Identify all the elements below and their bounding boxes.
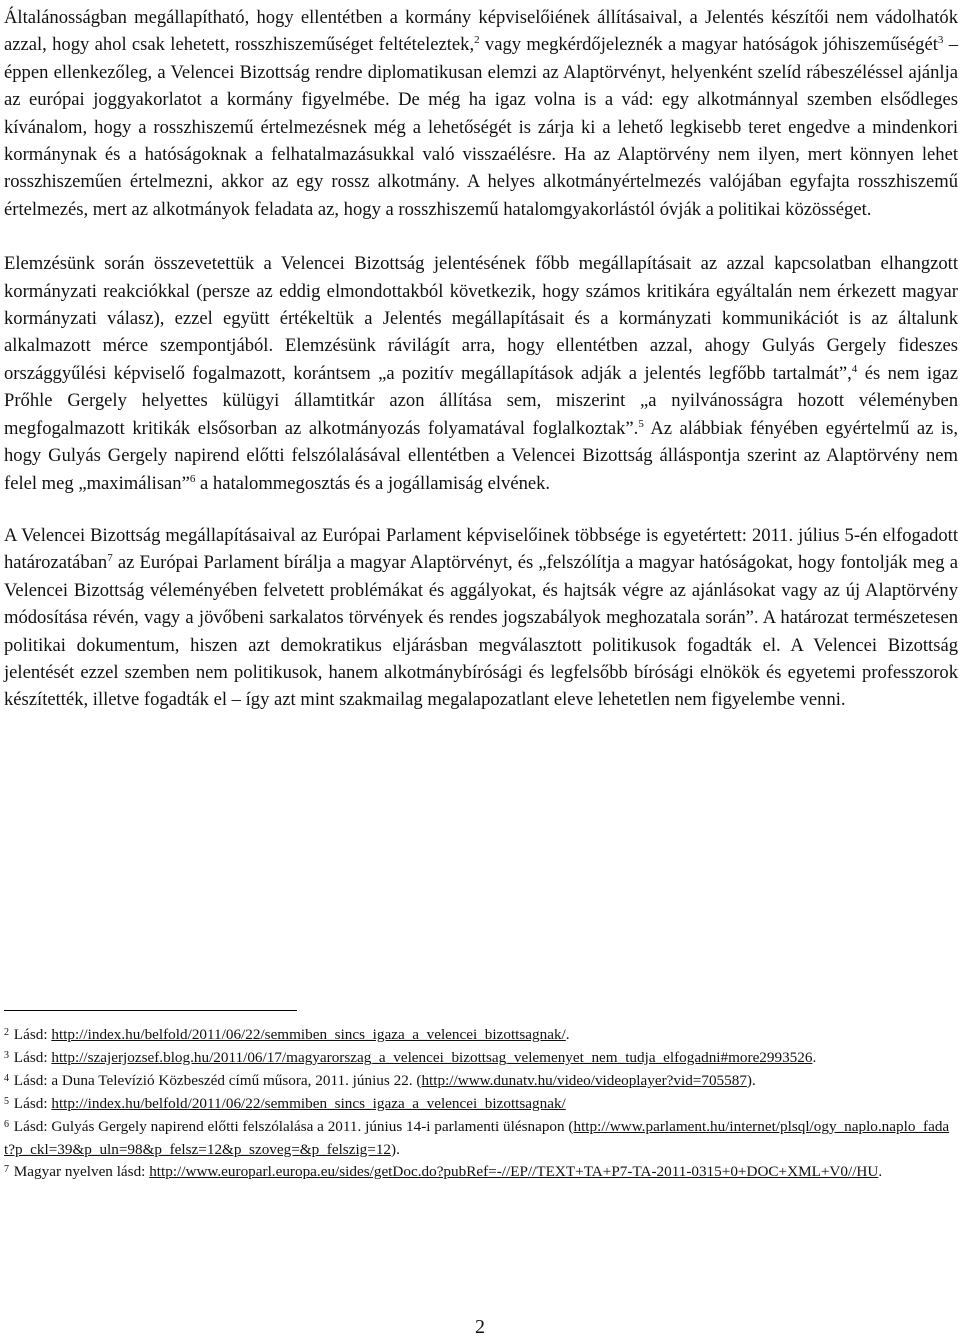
paragraph-text: az Európai Parlament bírálja a magyar Alaptörvényt, és „felszólítja a magyar hatóságokat, hogy fontolják meg a Velencei Bizottság véleményében felvetett problémákat és aggályokat, és hajtsák végre az ajánlásokat vagy az új Alaptörvény módosítása révén, vagy a jövőbeni sarkalatos törvények és rendes jogszabályok meghozatala során”. A határozat természetesen politikai dokumentum, hiszen azt demokratikus eljárásban megválasztott politikusok fogadták el. A Velencei Bizottság jelentését ezzel szemben nem politikusok, hanem alkotmánybírósági és legfelsőbb bírósági elnökök és egyetemi professzorok készítették, illetve fogadták el – így azt mint szakmailag megalapozatlant eleve lehetetlen nem figyelembe venni.	[4, 552, 958, 711]
footnote-number: 2	[4, 1027, 9, 1038]
footnote-2	[4, 1024, 958, 1047]
footnote-text: .	[878, 1163, 883, 1181]
footnote-marker: 5	[638, 417, 644, 430]
footnote-link[interactable]: http://www.europarl.europa.eu/sides/getDoc.do?pubRef=-//EP//TEXT+TA+P7-TA-2011-0315+0+DOC+XML+V0//HU	[149, 1163, 879, 1181]
footnote-text: ).	[746, 1071, 756, 1089]
footnote-text: Lásd: Gulyás Gergely napirend előtti felszólalása a 2011. június 14-i parlamenti ülésnapon (	[10, 1117, 574, 1135]
footnote-marker: 7	[107, 552, 113, 565]
page-number: 2	[475, 1316, 485, 1338]
footnote-number: 6	[4, 1118, 9, 1130]
footnote-5	[4, 1093, 958, 1116]
footnote-marker: 3	[937, 34, 944, 47]
footnote-text: Lásd:	[10, 1048, 52, 1066]
footnote-6	[4, 1116, 958, 1162]
footnote-text: Lásd:	[10, 1094, 52, 1112]
document-page	[4, 4, 958, 714]
footnote-number: 3	[4, 1049, 9, 1061]
paragraph-text: Elemzésünk során összevetettük a Velencei Bizottság jelentésének főbb megállapításait az azzal kapcsolatban elhangzott kormányzati reakciókkal (persze az eddig elmondottakból következik, hogy számos kritikára egyáltalán nem érkezett magyar kormányzati válasz), ezzel együtt értékeltük a Jelentés megállapításait és a kormányzati kommunikációt is az általunk alkalmazott mérce szempontjából. Elemzésünk rávilágít arra, hogy ellentétben azzal, ahogy Gulyás Gergely fideszes országgyűlési képviselő fogalmazott, korántsem „a pozitív megállapítások adják a jelentés legfőbb tartalmát”,	[4, 253, 958, 384]
body-paragraph-3	[4, 522, 958, 714]
paragraph-text: vagy megkérdőjeleznék a magyar hatóságok jóhiszeműségét	[479, 34, 938, 56]
footnote-3	[4, 1047, 958, 1070]
body-paragraph-2	[4, 250, 958, 497]
footnotes	[4, 1024, 958, 1184]
footnote-number: 7	[4, 1164, 9, 1176]
footnote-marker: 2	[474, 34, 480, 47]
footnote-number: 5	[4, 1095, 9, 1107]
paragraph-text: Az alábbiak fényében egyértelmű az is, hogy Gulyás Gergely napirend előtti felszólalásával ellentétben a Velencei Bizottság álláspontja szerint az Alaptörvény nem felel meg „maximálisan”	[4, 417, 958, 494]
paragraph-text: és nem igaz Prőhle Gergely helyettes külügyi államtitkár azon állítása sem, miszerint „a nyilvánosságra hozott véleményben megfogalmazott kritikák elsősorban az alkotmányozás folyamatával foglalkoztak”.	[4, 362, 958, 439]
footnote-text: .	[565, 1026, 570, 1043]
paragraph-text: – éppen ellenkezőleg, a Velencei Bizottság rendre diplomatikusan elemzi az Alaptörvényt, helyenként szelíd rábeszéléssel ajánlja az európai joggyakorlatot a kormány figyelmébe. De még ha igaz volna is a vád: egy alkotmánnyal szemben elsődleges kívánalom, hogy a rosszhiszemű értelmezésnek még a lehetőségét is zárja ki a lehető legkisebb teret engedve a mindenkori kormánynak és a hatóságoknak a felhatalmazásukkal való visszaélésre. Ha az Alaptörvény nem ilyen, mert könnyen lehet rosszhiszeműen értelmezni, akkor az egy rossz alkotmány. A helyes alkotmányértelmezés valójában egyfajta rosszhiszemű értelmezés, mert az alkotmányok feladata az, hogy a rosszhiszemű hatalomgyakorlástól óvják a politikai közösséget.	[4, 34, 959, 220]
body-paragraph-1	[4, 4, 958, 223]
footnote-text: Lásd: a Duna Televízió Közbeszéd című műsora, 2011. június 22. (	[10, 1071, 422, 1089]
footnote-link[interactable]: http://index.hu/belfold/2011/06/22/semmiben_sincs_igaza_a_velencei_bizottsagnak/	[51, 1094, 566, 1112]
footnote-text: .	[812, 1048, 817, 1066]
footnote-text: Lásd:	[10, 1026, 52, 1043]
footnote-7	[4, 1161, 958, 1184]
footnote-separator	[4, 1010, 297, 1011]
paragraph-text: a hatalommegosztás és a jogállamiság elvének.	[195, 472, 551, 494]
footnote-4	[4, 1070, 958, 1093]
footnote-link[interactable]: http://www.dunatv.hu/video/videoplayer?vid=705587	[421, 1071, 747, 1089]
paragraph-text: Általánosságban megállapítható, hogy ellentétben a kormány képviselőiének állításaival, a Jelentés készítői nem vádolhatók azzal, hogy ahol csak lehetett, rosszhiszeműséget feltételeztek,	[4, 7, 958, 56]
footnote-text: Magyar nyelven lásd:	[10, 1163, 150, 1181]
footnote-text: ).	[391, 1140, 400, 1158]
paragraph-text: A Velencei Bizottság megállapításaival az Európai Parlament képviselőinek többsége is egyetértett: 2011. július 5-én elfogadott határozatában	[4, 524, 958, 574]
footnote-link[interactable]: http://www.parlament.hu/internet/plsql/ogy_naplo.naplo_fadat?p_ckl=39&p_uln=98&p_felsz=12&p_szoveg=&p_felszig=12	[4, 1117, 950, 1158]
footnote-link[interactable]: http://index.hu/belfold/2011/06/22/semmiben_sincs_igaza_a_velencei_bizottsagnak/	[51, 1026, 566, 1043]
footnote-marker: 4	[851, 362, 858, 375]
footnote-marker: 6	[189, 472, 196, 485]
footnote-number: 4	[4, 1072, 9, 1084]
footnote-link[interactable]: http://szajerjozsef.blog.hu/2011/06/17/magyarorszag_a_velencei_bizottsag_velemenyet_nem_tudja_elfogadni#more2993526	[51, 1048, 813, 1066]
